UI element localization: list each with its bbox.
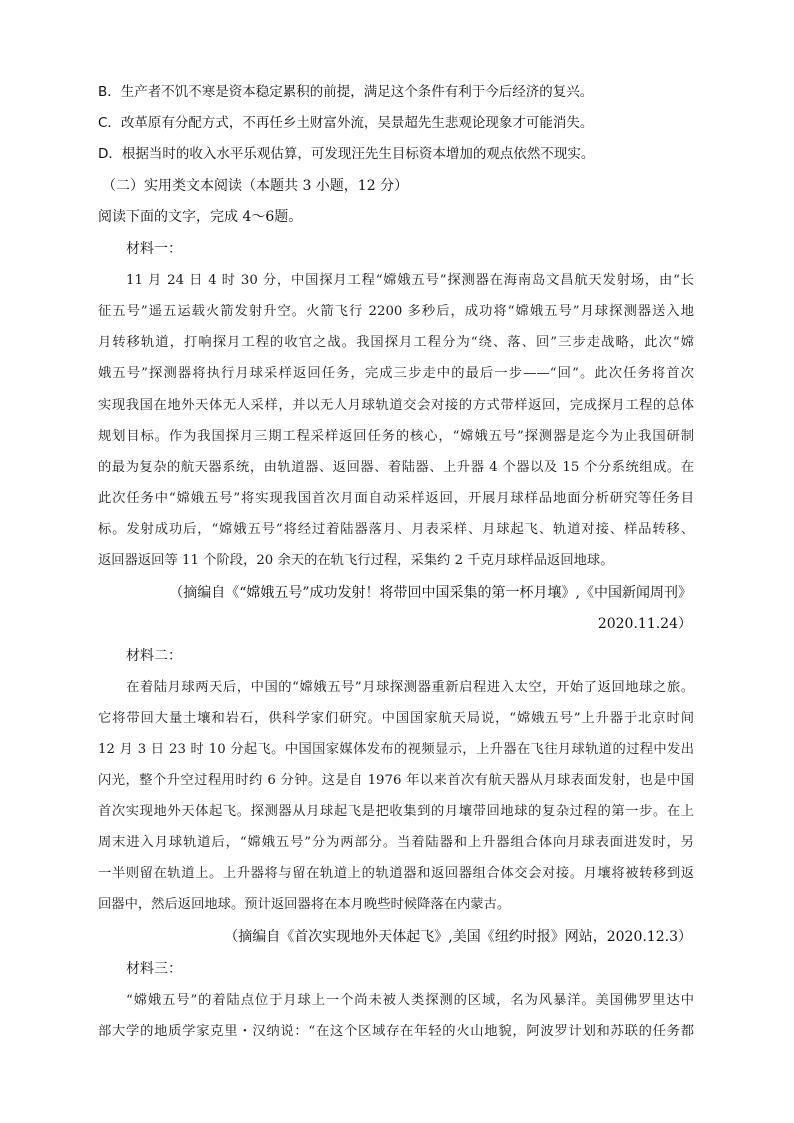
material1-line: [98, 271, 694, 291]
material2-line: [98, 833, 694, 853]
material3-label: 材料三：: [126, 961, 182, 977]
material1-text: 返回器返回等 11 个阶段，20 余天的在轨飞行过程，采集约 2 千克月球样品返回地球。: [98, 553, 614, 568]
material2-line: [98, 740, 694, 760]
option-d: D．根据当时的收入水平乐观估算，可发现汪先生目标资本增加的观点依然不现实。: [98, 146, 595, 162]
material3-text: “嫦娥五号”的着陆点位于月球上一个尚未被人类探测的区域，名为风暴洋。美国佛罗里达中: [126, 993, 694, 1008]
material2-source: （摘编自《首次实现地外天体起飞》,美国《纽约时报》网站，2020.12.3）: [224, 929, 692, 945]
option-c: C．改革原有分配方式，不再任乡土财富外流，吴景超先生悲观论现象才可能消失。: [98, 115, 594, 131]
material1-line: [98, 520, 694, 540]
material2-text: 一半则留在轨道上。上升器将与留在轨道上的轨道器和返回器组合体交会对接。月壤将被转移到返: [98, 866, 694, 881]
material3-line: [98, 991, 694, 1011]
material1-source: （摘编自《“嫦娥五号”成功发射！将带回中国采集的第一杯月壤》,《中国新闻周刊》: [169, 585, 692, 601]
material3-line: [98, 1022, 694, 1042]
material1-text: 此次任务中“嫦娥五号”将实现我国首次月面自动采样返回，开展月球样品地面分析研究等任务目: [98, 491, 694, 506]
section-instruction: 阅读下面的文字，完成 4～6题。: [98, 209, 303, 225]
material1-text: 娥五号”探测器将执行月球采样返回任务，完成三步走中的最后一步——“回”。此次任务将首次: [98, 366, 694, 381]
material1-date: 2020.11.24）: [597, 616, 692, 632]
material2-text: 闪光，整个升空过程用时约 6 分钟。这是自 1976 年以来首次有航天器从月球表面发射，也是中国: [98, 773, 694, 788]
material2-line: [98, 864, 694, 884]
material1-line: [98, 396, 694, 416]
material1-line: [98, 458, 694, 478]
material1-text: 标。发射成功后，“嫦娥五号”将经过着陆器落月、月表采样、月球起飞、轨道对接、样品转移、: [98, 522, 694, 537]
material2-text: 回器中，然后返回地球。预计返回器将在本月晚些时候降落在内蒙古。: [98, 897, 511, 912]
material2-text: 它将带回大量土壤和岩石，供科学家们研究。中国国家航天局说，“嫦娥五号”上升器于北京时间: [98, 711, 694, 726]
material2-line: [98, 802, 694, 822]
material3-text: 部大学的地质学家克里・汉纳说：“在这个区域存在年轻的火山地貌，阿波罗计划和苏联的任务都: [98, 1024, 694, 1039]
material1-line: [98, 489, 694, 509]
material2-text: 首次实现地外天体起飞。探测器从月球起飞是把收集到的月壤带回地球的复杂过程的第一步。在上: [98, 804, 694, 819]
material2-text: 12 月 3 日 23 时 10 分起飞。中国国家媒体发布的视频显示，上升器在飞往月球轨道的过程中发出: [98, 742, 694, 757]
material1-text: 实现我国在地外天体无人采样，并以无人月球轨道交会对接的方式带样返回，完成探月工程的总体: [98, 398, 694, 413]
material2-line: [98, 709, 694, 729]
material1-line: [98, 333, 694, 353]
material2-line: [98, 678, 694, 698]
material1-text: 的最为复杂的航天器系统，由轨道器、返回器、着陆器、上升器 4 个器以及 15 个分系统组成。在: [98, 460, 694, 475]
material2-line: [98, 771, 694, 791]
material1-line: [98, 364, 694, 384]
material1-text: 月转移轨道，打响探月工程的收官之战。我国探月工程分为“绕、落、回”三步走战略，此次“嫦: [98, 335, 694, 350]
material2-text: 周末进入月球轨道后，“嫦娥五号”分为两部分。当着陆器和上升器组合体向月球表面进发时，另: [98, 835, 694, 850]
material2-text: 在着陆月球两天后，中国的“嫦娥五号”月球探测器重新启程进入太空，开始了返回地球之旅。: [126, 680, 694, 695]
option-b: B．生产者不饥不寒是资本稳定累积的前提，满足这个条件有利于今后经济的复兴。: [98, 84, 594, 100]
material1-text: 11 月 24 日 4 时 30 分，中国探月工程“嫦娥五号”探测器在海南岛文昌航天发射场，由“长: [126, 273, 694, 288]
material1-text: 规划目标。作为我国探月三期工程采样返回任务的核心，“嫦娥五号”探测器是迄今为止我国研制: [98, 429, 694, 444]
material2-label: 材料二：: [126, 648, 182, 664]
section-heading: （二）实用类文本阅读（本题共 3 小题，12 分）: [102, 178, 409, 194]
material1-line: [98, 427, 694, 447]
material1-label: 材料一：: [126, 241, 182, 257]
material1-text: 征五号”遥五运载火箭发射升空。火箭飞行 2200 多秒后，成功将“嫦娥五号”月球探测器送入地: [98, 304, 694, 319]
material1-line: [98, 302, 694, 322]
